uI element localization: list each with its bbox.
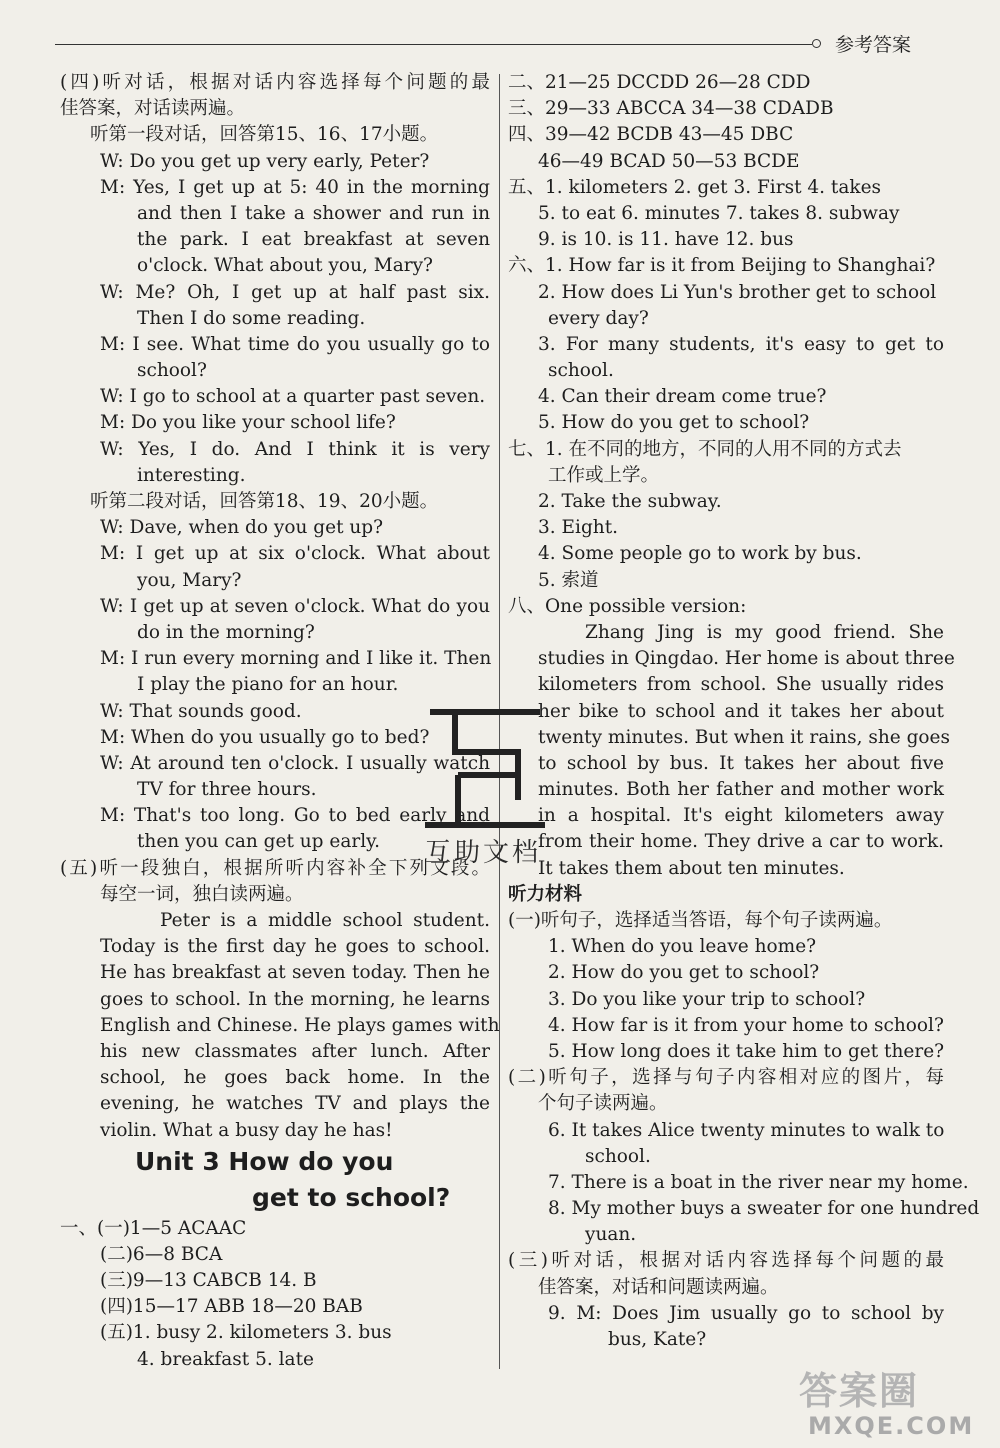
- dialogue-1-heading: 听第一段对话，回答第15、16、17小题。: [90, 124, 439, 146]
- listening-sentence: 2. How do you get to school?: [548, 962, 820, 984]
- dialogue-line: the park. I eat breakfast at seven: [137, 229, 490, 251]
- dialogue-line: interesting.: [137, 464, 246, 486]
- site-logo-url: MXQE.COM: [808, 1412, 975, 1440]
- header-rule: [55, 44, 812, 45]
- dialogue-line: M: I get up at six o'clock. What about: [100, 543, 490, 565]
- listening-sentence: 1. When do you leave home?: [548, 936, 817, 958]
- listening-instruction: (三)听对话，根据对话内容选择每个问题的最: [508, 1250, 944, 1272]
- listening-sentence: school.: [585, 1145, 651, 1167]
- dialogue-line: M: That's too long. Go to bed early and: [100, 805, 490, 827]
- dialogue-line: do in the morning?: [137, 621, 315, 643]
- listening-instruction: 个句子读两遍。: [538, 1093, 668, 1115]
- answer-line: every day?: [548, 307, 649, 329]
- monologue-line: his new classmates after lunch. After: [100, 1040, 490, 1062]
- dialogue-line: TV for three hours.: [137, 779, 317, 801]
- answer-line: 2. How does Li Yun's brother get to school: [538, 281, 937, 303]
- monologue-line: goes to school. In the morning, he learns: [100, 988, 490, 1010]
- answer-line: 4. Some people go to work by bus.: [538, 543, 862, 565]
- dialogue-line: M: Yes, I get up at 5: 40 in the morning: [100, 176, 490, 198]
- answer-line: 46—49 BCAD 50—53 BCDE: [538, 150, 800, 172]
- answer-line: school.: [548, 360, 614, 382]
- dialogue-line: you, Mary?: [137, 569, 242, 591]
- dialogue-line: M: I see. What time do you usually go to: [100, 333, 490, 355]
- answer-line: 四、39—42 BCDB 43—45 DBC: [508, 124, 794, 146]
- listening-instruction: (一)听句子，选择适当答语，每个句子读两遍。: [508, 910, 893, 931]
- monologue-line: evening, he watches TV and plays the: [100, 1093, 490, 1115]
- answer-line: (三)9—13 CABCB 14. B: [100, 1270, 317, 1292]
- monologue-line: Today is the first day he goes to school.: [100, 936, 490, 958]
- dialogue-line: Then I do some reading.: [137, 307, 366, 329]
- site-logo-seal: 答案圈: [799, 1369, 920, 1413]
- essay-line: in a hospital. It's eight kilometers away: [538, 805, 944, 827]
- essay-line: from their home. They drive a car to work.: [538, 831, 944, 853]
- answer-line: 9. is 10. is 11. have 12. bus: [538, 229, 794, 251]
- dialogue-line: and then I take a shower and run in: [137, 202, 490, 224]
- essay-line: to school by bus. It takes her about five: [538, 752, 944, 774]
- essay-line: kilometers from school. She usually rides: [538, 674, 944, 696]
- answer-line: 4. breakfast 5. late: [137, 1348, 314, 1370]
- essay-line: minutes. Both her father and mother work: [538, 779, 944, 801]
- dialogue-line: I play the piano for an hour.: [137, 674, 399, 696]
- section-5-instruction-line-2: 每空一词，独白读两遍。: [100, 883, 304, 905]
- listening-materials-heading: 听力材料: [508, 883, 583, 905]
- listening-sentence: 3. Do you like your trip to school?: [548, 988, 866, 1010]
- section-4-instruction-line-1: (四)听对话，根据对话内容选择每个问题的最: [60, 72, 490, 93]
- dialogue-line: W: Yes, I do. And I think it is very: [100, 438, 490, 460]
- essay-line: studies in Qingdao. Her home is about three: [538, 648, 955, 670]
- writing-heading: 八、One possible version:: [508, 595, 747, 617]
- monologue-line: school, he goes back home. In the: [100, 1067, 490, 1089]
- dialogue-line: W: Dave, when do you get up?: [100, 517, 384, 539]
- answer-line: 七、1. 在不同的地方，不同的人用不同的方式去: [508, 438, 902, 460]
- listening-sentence: 9. M: Does Jim usually go to school by: [548, 1302, 944, 1324]
- listening-sentence: bus, Kate?: [608, 1329, 707, 1350]
- listening-sentence: 4. How far is it from your home to school?: [548, 1014, 944, 1036]
- monologue-line: He has breakfast at seven today. Then he: [100, 962, 490, 984]
- right-column: [508, 70, 980, 1353]
- header-circle-ornament: [812, 39, 821, 48]
- answer-line: 六、1. How far is it from Beijing to Shanghai?: [508, 255, 936, 277]
- essay-line: It takes them about ten minutes.: [538, 857, 845, 879]
- listening-sentence: yuan.: [585, 1224, 637, 1246]
- monologue-line: Peter is a middle school student.: [160, 910, 490, 931]
- listening-sentence: 8. My mother buys a sweater for one hundred: [548, 1198, 980, 1220]
- answer-line: 5. How do you get to school?: [538, 412, 810, 434]
- listening-sentence: 7. There is a boat in the river near my home.: [548, 1171, 969, 1193]
- answer-line: 4. Can their dream come true?: [538, 386, 827, 408]
- listening-sentence: 6. It takes Alice twenty minutes to walk to: [548, 1119, 945, 1141]
- monologue-line: violin. What a busy day he has!: [100, 1119, 393, 1141]
- dialogue-line: W: I get up at seven o'clock. What do you: [100, 595, 490, 617]
- dialogue-line: W: Do you get up very early, Peter?: [100, 150, 430, 172]
- dialogue-line: W: I go to school at a quarter past seven.: [100, 386, 486, 408]
- answer-line: 3. Eight.: [538, 517, 619, 539]
- essay-line: her bike to school and it takes her about: [538, 700, 944, 722]
- answer-line: 5. to eat 6. minutes 7. takes 8. subway: [538, 202, 900, 224]
- dialogue-line: W: At around ten o'clock. I usually watch: [100, 752, 490, 774]
- unit-title-line-1: Unit 3 How do you: [135, 1146, 394, 1176]
- answer-line: 工作或上学。: [548, 464, 660, 486]
- answer-line: 5. 索道: [538, 569, 599, 591]
- dialogue-line: W: That sounds good.: [100, 700, 302, 722]
- dialogue-2-heading: 听第二段对话，回答第18、19、20小题。: [90, 491, 439, 512]
- dialogue-line: M: When do you usually go to bed?: [100, 726, 430, 748]
- dialogue-line: M: Do you like your school life?: [100, 412, 396, 434]
- dialogue-line: W: Me? Oh, I get up at half past six.: [100, 281, 490, 303]
- essay-line: Zhang Jing is my good friend. She: [585, 621, 944, 643]
- dialogue-line: o'clock. What about you, Mary?: [137, 255, 433, 277]
- dialogue-line: then you can get up early.: [137, 831, 381, 853]
- unit-title-line-2: get to school?: [252, 1182, 451, 1212]
- listening-instruction: 佳答案，对话和问题读两遍。: [538, 1276, 779, 1298]
- answer-line: (五)1. busy 2. kilometers 3. bus: [100, 1322, 392, 1344]
- answer-line: 三、29—33 ABCCA 34—38 CDADB: [508, 98, 834, 120]
- watermark-text: 互助文档: [425, 838, 542, 868]
- monologue-line: English and Chinese. He plays games with: [100, 1014, 500, 1036]
- answer-line: 五、1. kilometers 2. get 3. First 4. takes: [508, 176, 882, 198]
- essay-line: twenty minutes. But when it rains, she goes: [538, 726, 950, 748]
- answer-line: 一、(一)1—5 ACAAC: [60, 1217, 247, 1239]
- section-4-instruction-line-2: 佳答案，对话读两遍。: [60, 98, 246, 120]
- answer-line: (二)6—8 BCA: [100, 1243, 223, 1265]
- dialogue-line: M: I run every morning and I like it. Then: [100, 648, 492, 670]
- answer-line: 二、21—25 DCCDD 26—28 CDD: [508, 72, 811, 93]
- answer-line: 2. Take the subway.: [538, 491, 722, 512]
- listening-sentence: 5. How long does it take him to get there?: [548, 1040, 945, 1062]
- section-5-instruction-line-1: (五)听一段独白，根据所听内容补全下列文段。: [60, 857, 490, 879]
- answer-line: 3. For many students, it's easy to get to: [538, 333, 944, 355]
- answer-line: (四)15—17 ABB 18—20 BAB: [100, 1296, 363, 1318]
- page-header-title: 参考答案: [835, 34, 912, 56]
- dialogue-line: school?: [137, 360, 207, 382]
- listening-instruction: (二)听句子，选择与句子内容相对应的图片，每: [508, 1067, 944, 1089]
